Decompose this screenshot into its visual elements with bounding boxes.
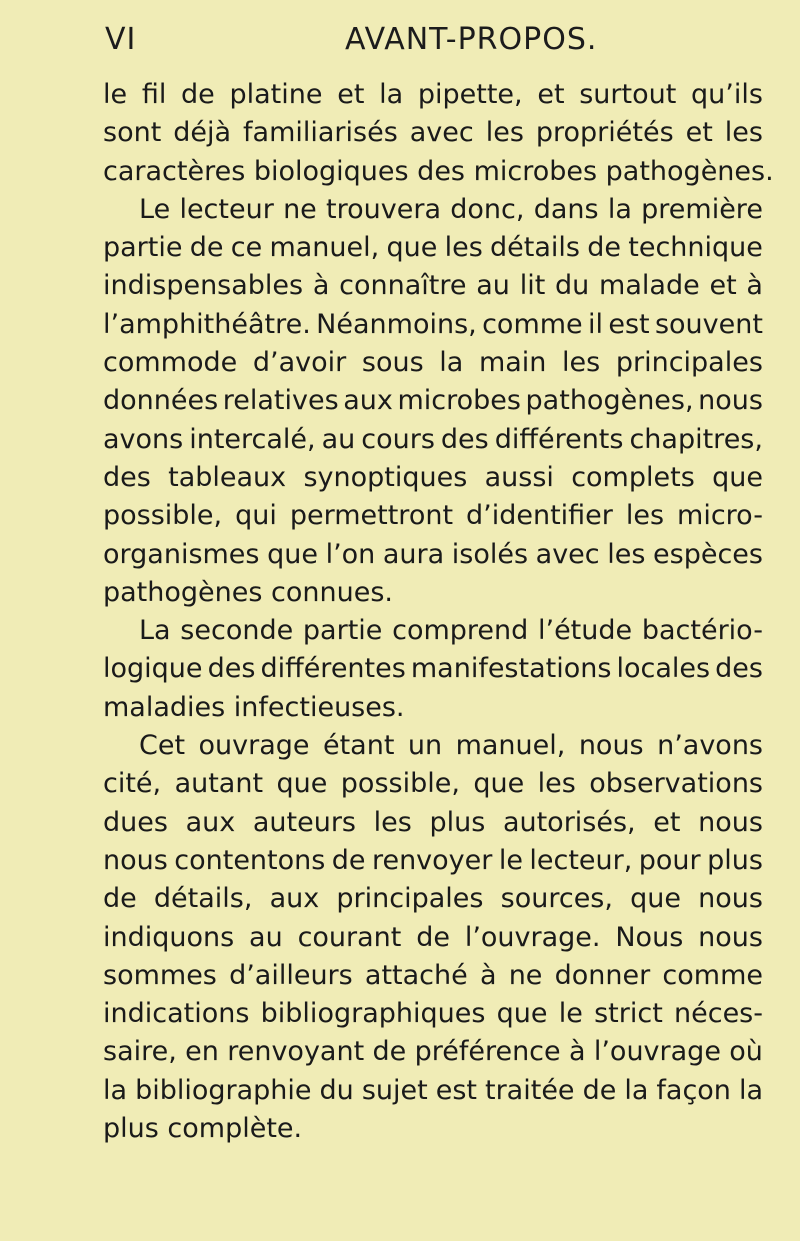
text-line: dues aux auteurs les plus autorisés, et nous [103, 806, 763, 838]
paragraph [103, 727, 763, 1148]
text-line: Le lecteur ne trouvera donc, dans la première [139, 193, 763, 225]
paragraph [103, 191, 763, 612]
text-line: plus complète. [103, 1113, 303, 1145]
text-line: de détails, aux principales sources, que nous [103, 883, 763, 915]
text-line: maladies infectieuses. [103, 691, 405, 723]
running-title: AVANT-PROPOS. [345, 22, 598, 57]
text-line: partie de ce manuel, que les détails de technique [103, 232, 763, 264]
text-line: La seconde partie comprend l’étude bactério- [139, 615, 763, 647]
text-line: caractères biologiques des microbes pathogènes. [103, 155, 774, 187]
text-line: commode d’avoir sous la main les principales [103, 347, 763, 379]
page-number: VI [105, 22, 137, 57]
text-line: possible, qui permettront d’identifier les micro- [103, 500, 763, 532]
text-line: Cet ouvrage étant un manuel, nous n’avons [139, 730, 763, 762]
text-line: le fil de platine et la pipette, et surtout qu’ils [103, 79, 763, 110]
running-head [75, 22, 755, 72]
text-line: logique des différentes manifestations locales des [103, 653, 763, 685]
text-line: des tableaux synoptiques aussi complets que [103, 461, 763, 493]
text-line: pathogènes connues. [103, 576, 393, 608]
text-line: nous contentons de renvoyer le lecteur, pour plus [103, 844, 763, 876]
body-text [103, 76, 774, 1148]
text-line: indiquons au courant de l’ouvrage. Nous nous [103, 921, 763, 953]
text-line: la bibliographie du sujet est traitée de la façon la [103, 1074, 763, 1106]
text-line: saire, en renvoyant de préférence à l’ouvrage où [103, 1036, 763, 1068]
text-line: données relatives aux microbes pathogènes, nous [103, 385, 763, 417]
paragraph [103, 76, 774, 191]
text-line: avons intercalé, au cours des différents chapitres, [103, 423, 763, 455]
text-line: l’amphithéâtre. Néanmoins, comme il est souvent [103, 308, 763, 340]
text-line: indispensables à connaître au lit du malade et à [103, 270, 763, 302]
text-line: cité, autant que possible, que les observations [103, 768, 763, 800]
text-line: sont déjà familiarisés avec les propriétés et les [103, 117, 763, 149]
text-line: organismes que l’on aura isolés avec les espèces [103, 538, 763, 570]
paragraph [103, 612, 763, 727]
text-line: sommes d’ailleurs attaché à ne donner comme [103, 959, 763, 991]
text-line: indications bibliographiques que le strict néces- [103, 998, 763, 1030]
